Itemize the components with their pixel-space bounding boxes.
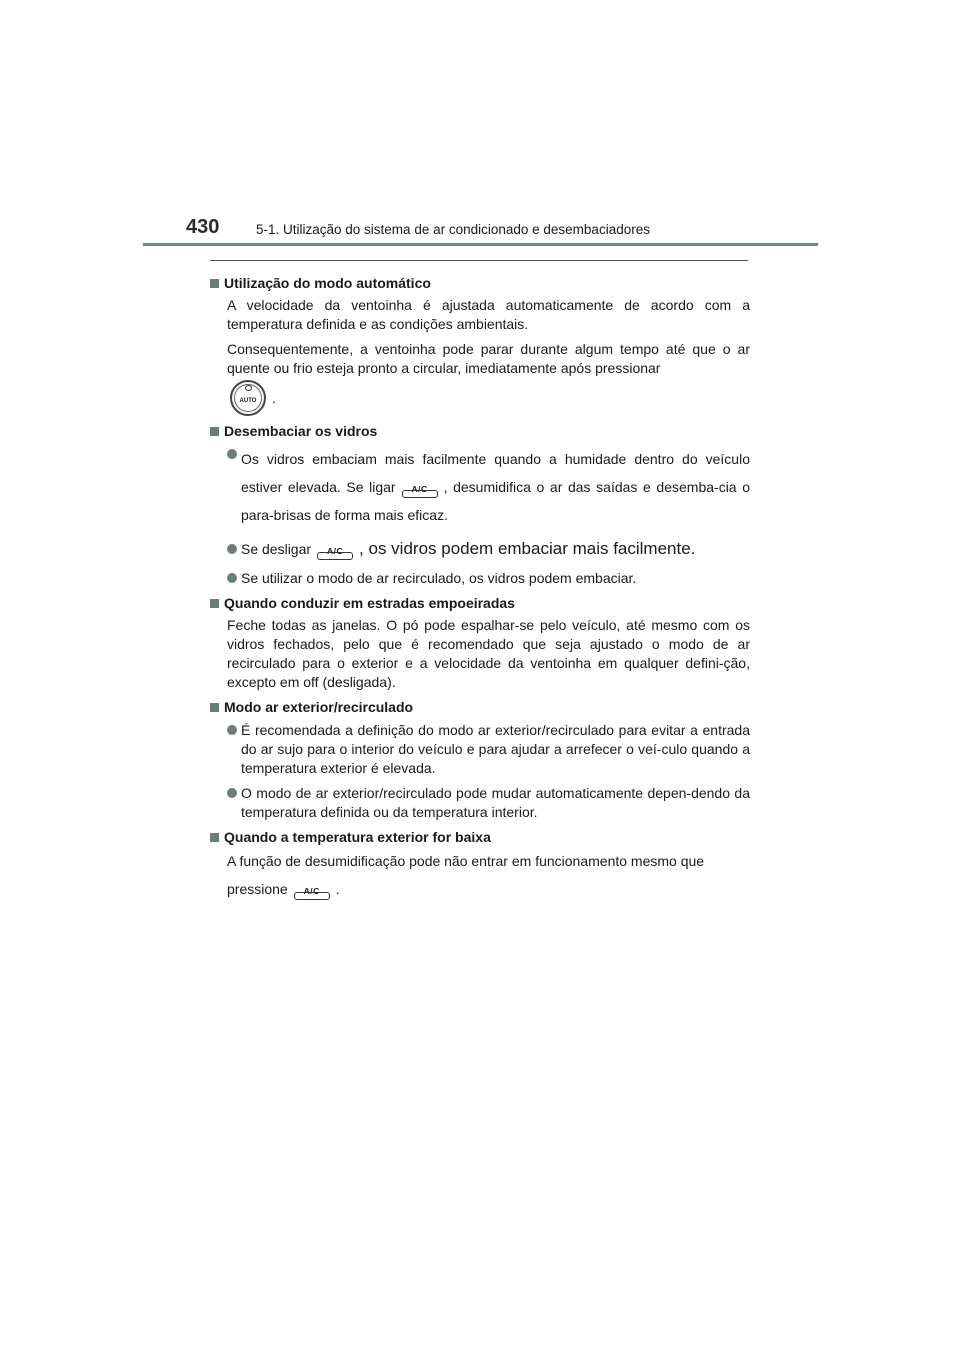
ac-button-icon: A/C (315, 539, 355, 561)
paragraph: A função de desumidificação pode não entrar em funcionamento mesmo que pressione A/C . (227, 847, 750, 903)
section-auto-mode: Utilização do modo automático A velocidade da ventoinha é ajustada automaticamente de acordo com a temperatura definida e as condições ambientais. Consequentemente, a ventoinha pode parar durante algum tempo até que o ar quente ou frio esteja pronto a circular, imediatamente após pressionar AUTO . (210, 274, 750, 418)
page-content (210, 270, 750, 909)
section-cold-temperature (210, 828, 750, 903)
square-bullet-icon (210, 703, 219, 712)
list-item: Se utilizar o modo de ar recirculado, os vidros podem embaciar. (227, 569, 750, 588)
list-item: É recomendada a definição do modo ar exterior/recirculado para evitar a entrada do ar sujo para o interior do veículo e para ajudar a arrefecer o veí-culo quando a temperatura exterior é elevada. (227, 721, 750, 778)
list-item: Se desligar A/C , os vidros podem embaciar mais facilmente. (227, 535, 750, 563)
section-heading: Quando conduzir em estradas empoeiradas (224, 595, 515, 611)
header-rule (143, 243, 818, 246)
section-outside-air (210, 698, 750, 822)
list-item: O modo de ar exterior/recirculado pode mudar automaticamente depen-dendo da temperatura definida ou da temperatura interior. (227, 784, 750, 822)
square-bullet-icon (210, 599, 219, 608)
section-title: 5-1. Utilização do sistema de ar condicionado e desembaciadores (256, 222, 650, 237)
paragraph: A velocidade da ventoinha é ajustada automaticamente de acordo com a temperatura definida e as condições ambientais. (227, 297, 750, 332)
section-dusty-roads (210, 594, 750, 692)
paragraph: Feche todas as janelas. O pó pode espalhar-se pelo veículo, até mesmo com os vidros fechados, pelo que é recomendado que seja ajustado o modo de ar recirculado para o exterior e a velocidade da ventoinha em qualquer defini-ção, excepto em off (desligada). (227, 617, 750, 690)
square-bullet-icon (210, 833, 219, 842)
paragraph: Consequentemente, a ventoinha pode parar durante algum tempo até que o ar quente ou frio esteja pronto a circular, imediatamente após pressionar (227, 341, 750, 376)
section-heading: Utilização do modo automático (224, 275, 431, 291)
ac-button-icon: A/C (292, 879, 332, 901)
round-bullet-icon (227, 788, 237, 798)
section-heading: Modo ar exterior/recirculado (224, 699, 414, 715)
sub-rule (210, 260, 748, 261)
square-bullet-icon (210, 427, 219, 436)
square-bullet-icon (210, 279, 219, 288)
round-bullet-icon (227, 449, 237, 459)
round-bullet-icon (227, 573, 237, 583)
round-bullet-icon (227, 725, 237, 735)
section-heading: Quando a temperatura exterior for baixa (224, 829, 491, 845)
page-number: 430 (186, 216, 220, 238)
list-item: Os vidros embaciam mais facilmente quando a humidade dentro do veículo estiver elevada. Se ligar A/C , desumidifica o ar das saídas e desemba-cia o para-brisas de forma mais eficaz. (227, 445, 750, 529)
section-defog (210, 422, 750, 588)
auto-button-icon: AUTO (230, 380, 266, 416)
ac-button-icon: A/C (400, 477, 440, 499)
round-bullet-icon (227, 544, 237, 554)
section-heading: Desembaciar os vidros (224, 423, 378, 439)
